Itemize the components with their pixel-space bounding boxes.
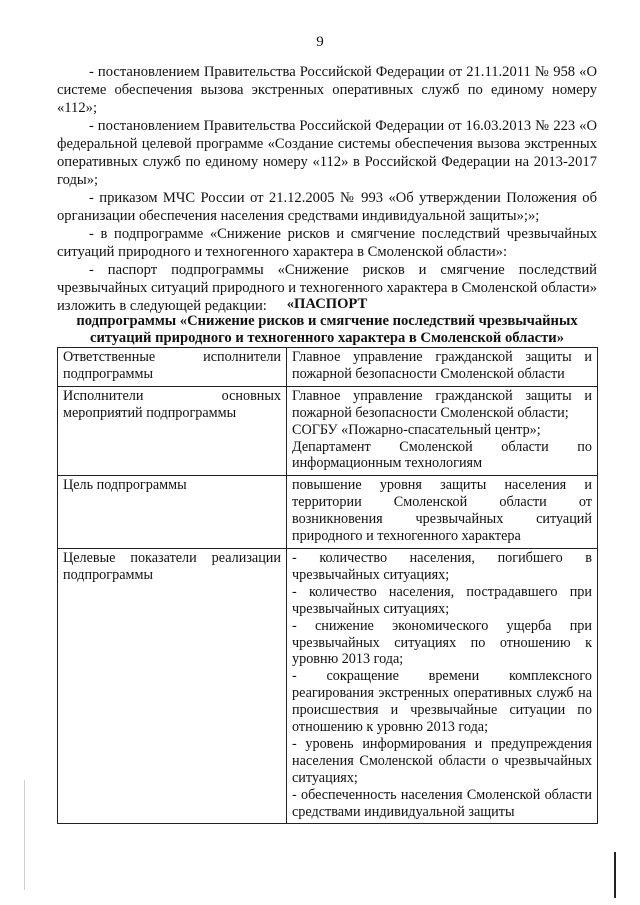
table-row (58, 348, 598, 387)
value-line: - сокращение времени комплексного реагирования экстренных оперативных служб на происшествия и чрезвычайные ситуации по отношению к уровню 2013 года; (292, 668, 592, 736)
value-line: - обеспеченность населения Смоленской области средствами индивидуальной защиты (292, 786, 592, 820)
page-number: 9 (316, 34, 324, 50)
paragraph-passport-intro: - паспорт подпрограммы «Снижение рисков и смягчение последствий чрезвычайных ситуаций природного и техногенного характера в Смоленской области» изложить в следующей редакции: (57, 262, 597, 314)
scan-edge-mark (614, 852, 616, 898)
value-line: - уровень информирования и предупреждения населения Смоленской области о чрезвычайных ситуациях; (292, 735, 592, 786)
row-label: Цель подпрограммы (58, 476, 287, 549)
row-label: Исполнители основных мероприятий подпрограммы (58, 386, 287, 476)
passport-heading (57, 296, 597, 347)
passport-title: «ПАСПОРТ (286, 296, 368, 312)
passport-subtitle-line1: подпрограммы «Снижение рисков и смягчение последствий чрезвычайных (76, 313, 578, 329)
row-value (287, 548, 598, 824)
row-value (287, 348, 598, 387)
row-label: Целевые показатели реализации подпрограммы (58, 548, 287, 824)
passport-table (57, 347, 598, 824)
scan-edge-shadow (24, 780, 25, 890)
paragraph-decree-958: - постановлением Правительства Российской Федерации от 21.11.2011 № 958 «О системе обеспечения вызова экстренных оперативных служб по единому номеру «112»; (57, 64, 597, 116)
value-line: повышение уровня защиты населения и территории Смоленской области от возникновения чрезвычайных ситуаций природного и техногенного характера (292, 477, 592, 545)
value-line: - снижение экономического ущерба при чрезвычайных ситуациях по отношению к уровню 2013 года; (292, 617, 592, 668)
paragraph-order-993: - приказом МЧС России от 21.12.2005 № 993 «Об утверждении Положения об организации обеспечения населения средствами индивидуальной защиты»;»; (57, 190, 597, 224)
body-text (57, 63, 597, 315)
passport-subtitle-line2: ситуаций природного и техногенного характера в Смоленской области» (89, 330, 565, 346)
value-line: Главное управление гражданской защиты и пожарной безопасности Смоленской области; (292, 387, 592, 421)
row-value (287, 476, 598, 549)
value-line: - количество населения, погибшего в чрезвычайных ситуациях; (292, 549, 592, 583)
value-line: СОГБУ «Пожарно-спасательный центр»; (292, 421, 541, 438)
value-line: Главное управление гражданской защиты и пожарной безопасности Смоленской области (292, 349, 592, 382)
table-row (58, 476, 598, 549)
table-row (58, 386, 598, 476)
paragraph-decree-223: - постановлением Правительства Российской Федерации от 16.03.2013 № 223 «О федеральной целевой программе «Создание системы обеспечения вызова экстренных оперативных служб по единому номеру «112» в Российской Федерации на 2013-2017 годы»; (57, 118, 597, 188)
table-row (58, 548, 598, 824)
value-line: - количество населения, пострадавшего при чрезвычайных ситуациях; (292, 583, 592, 617)
value-line: Департамент Смоленской области по информационным технологиям (292, 438, 592, 472)
row-value (287, 386, 598, 476)
row-label: Ответственные исполнители подпрограммы (58, 348, 287, 387)
paragraph-subprogram: - в подпрограмме «Снижение рисков и смягчение последствий чрезвычайных ситуаций природного и техногенного характера в Смоленской области»: (57, 226, 597, 260)
